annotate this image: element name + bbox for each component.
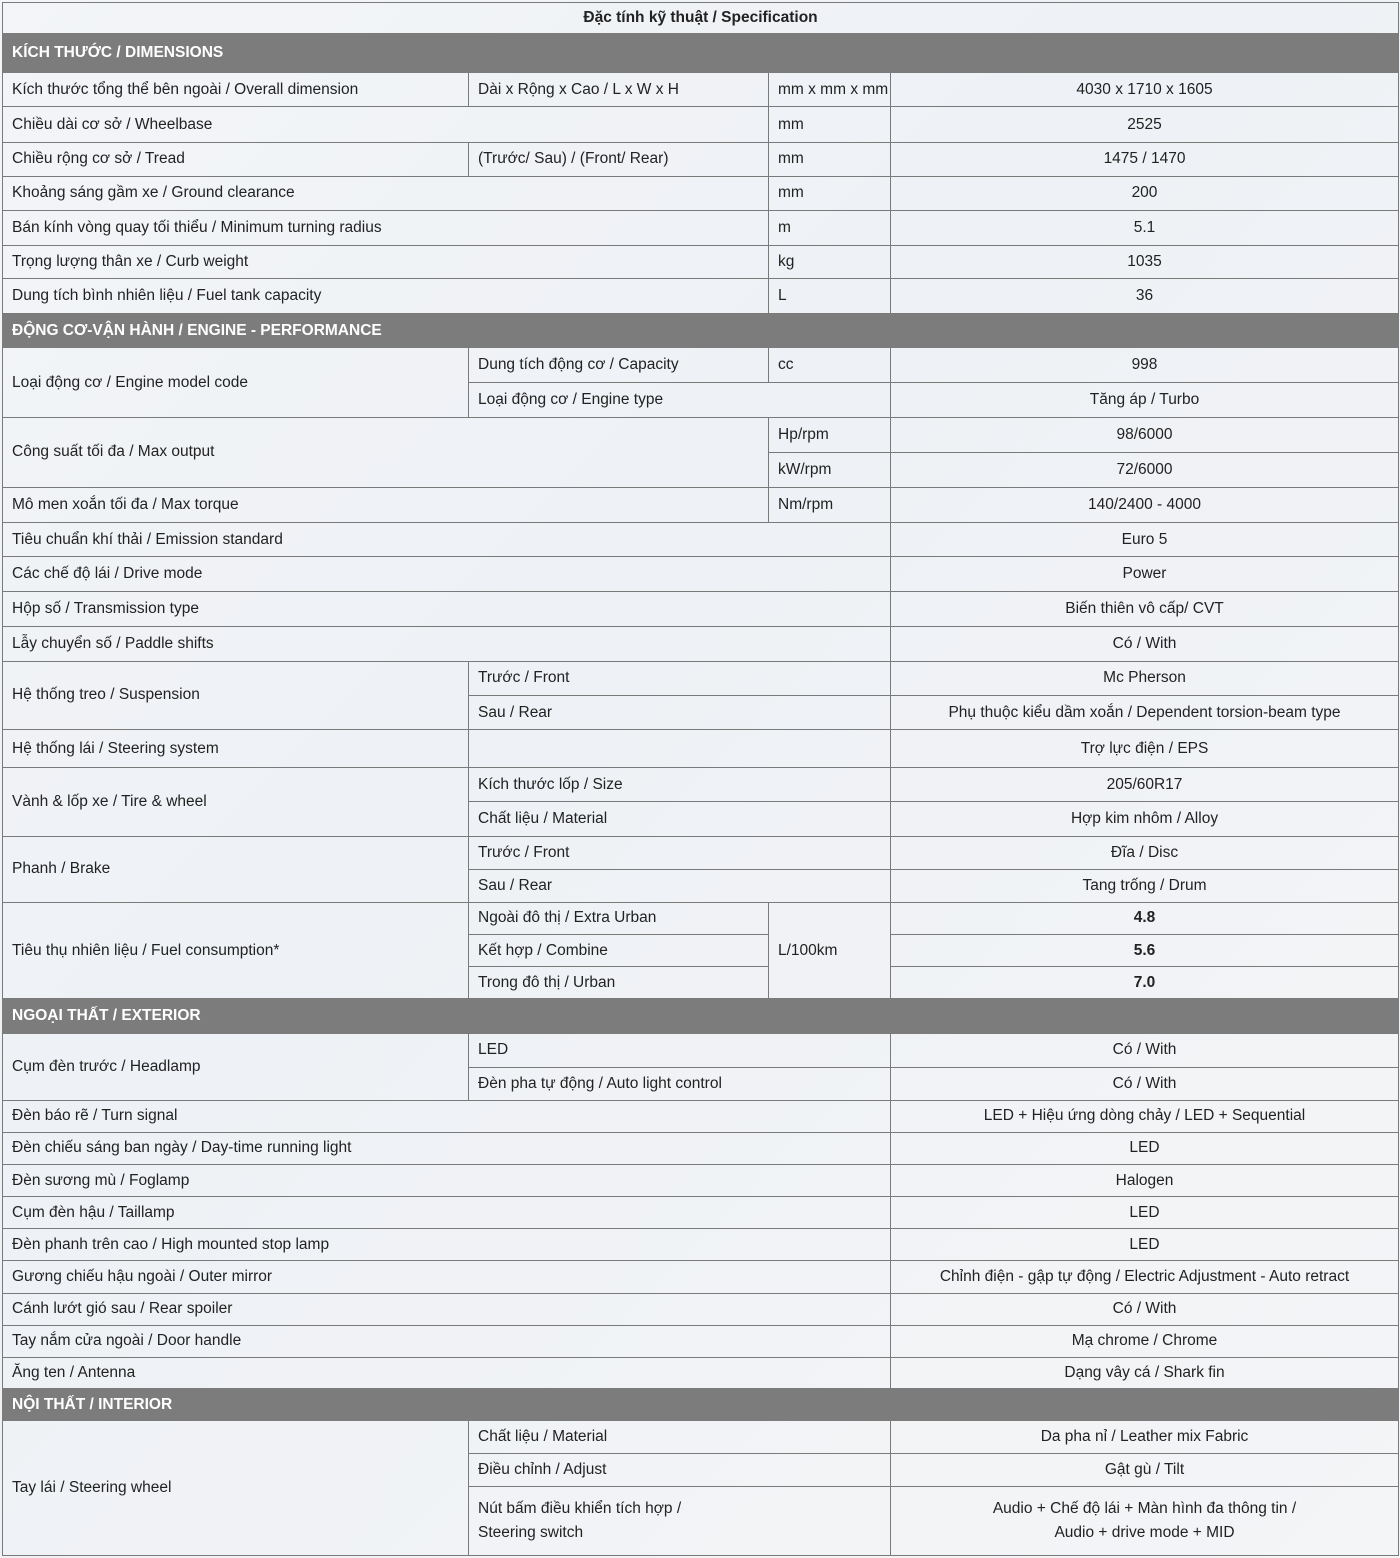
table-row <box>3 348 1399 382</box>
table-row <box>3 488 1399 523</box>
spec-label: Ăng ten / Antenna <box>3 1357 891 1388</box>
spec-unit: mm <box>769 176 891 210</box>
spec-unit: Nm/rpm <box>769 488 891 523</box>
spec-unit: mm x mm x mm <box>769 73 891 107</box>
table-row <box>3 1261 1399 1293</box>
table-row <box>3 523 1399 557</box>
table-row <box>3 1197 1399 1229</box>
spec-value: Mạ chrome / Chrome <box>891 1325 1399 1357</box>
spec-sublabel: Chất liệu / Material <box>469 802 891 836</box>
spec-value: Có / With <box>891 1067 1399 1100</box>
spec-value: LED <box>891 1197 1399 1229</box>
table-row <box>3 1132 1399 1164</box>
spec-label: Công suất tối đa / Max output <box>3 417 769 487</box>
section-header-interior: NỘI THẤT / INTERIOR <box>3 1388 1399 1420</box>
table-row <box>3 1164 1399 1196</box>
spec-sublabel: (Trước/ Sau) / (Front/ Rear) <box>469 142 769 176</box>
spec-value: 7.0 <box>891 967 1399 999</box>
spec-value: Dạng vây cá / Shark fin <box>891 1357 1399 1388</box>
spec-label: Tiêu thụ nhiên liệu / Fuel consumption* <box>3 902 469 998</box>
table-row <box>3 279 1399 314</box>
spec-value: 1475 / 1470 <box>891 142 1399 176</box>
spec-value: 2525 <box>891 107 1399 142</box>
spec-value: 200 <box>891 176 1399 210</box>
spec-sublabel: Ngoài đô thị / Extra Urban <box>469 902 769 934</box>
spec-label: Đèn sương mù / Foglamp <box>3 1164 891 1196</box>
spec-label: Vành & lốp xe / Tire & wheel <box>3 768 469 836</box>
spec-value: Đĩa / Disc <box>891 836 1399 869</box>
spec-label: Dung tích bình nhiên liệu / Fuel tank capacity <box>3 279 769 314</box>
spec-sublabel-line: Steering switch <box>478 1524 584 1542</box>
spec-sublabel: Kích thước lốp / Size <box>469 768 891 802</box>
spec-label: Loại động cơ / Engine model code <box>3 348 469 417</box>
spec-value: Có / With <box>891 1293 1399 1325</box>
section-header-dimensions: KÍCH THƯỚC / DIMENSIONS <box>3 34 1399 73</box>
spec-unit: mm <box>769 107 891 142</box>
page-title: Đặc tính kỹ thuật / Specification <box>3 3 1399 34</box>
table-row <box>3 902 1399 934</box>
spec-label: Tiêu chuẩn khí thải / Emission standard <box>3 523 891 557</box>
spec-sublabel: Chất liệu / Material <box>469 1421 891 1454</box>
table-row <box>3 626 1399 661</box>
spec-label: Phanh / Brake <box>3 836 469 902</box>
table-row <box>3 107 1399 142</box>
spec-value: Có / With <box>891 626 1399 661</box>
spec-value: Trợ lực điện / EPS <box>891 730 1399 768</box>
table-row <box>3 246 1399 279</box>
spec-label: Đèn chiếu sáng ban ngày / Day-time running light <box>3 1132 891 1164</box>
spec-value: Biến thiên vô cấp/ CVT <box>891 591 1399 626</box>
spec-label: Đèn phanh trên cao / High mounted stop lamp <box>3 1229 891 1261</box>
spec-label: Chiều dài cơ sở / Wheelbase <box>3 107 769 142</box>
spec-label: Tay nắm cửa ngoài / Door handle <box>3 1325 891 1357</box>
spec-unit: L <box>769 279 891 314</box>
table-row <box>3 1325 1399 1357</box>
spec-value: Có / With <box>891 1034 1399 1067</box>
spec-value: LED <box>891 1132 1399 1164</box>
spec-value: 4030 x 1710 x 1605 <box>891 73 1399 107</box>
spec-label: Bán kính vòng quay tối thiểu / Minimum turning radius <box>3 210 769 245</box>
spec-value: 5.6 <box>891 934 1399 966</box>
spec-label: Các chế độ lái / Drive mode <box>3 557 891 591</box>
spec-value <box>891 1487 1399 1556</box>
spec-unit: L/100km <box>769 902 891 998</box>
table-row <box>3 176 1399 210</box>
spec-sublabel: Trước / Front <box>469 661 891 695</box>
spec-value: Phụ thuộc kiểu dầm xoắn / Dependent torsion-beam type <box>891 695 1399 729</box>
spec-sublabel: Trước / Front <box>469 836 891 869</box>
spec-label: Lẫy chuyển số / Paddle shifts <box>3 626 891 661</box>
table-row <box>3 1293 1399 1325</box>
table-row <box>3 836 1399 869</box>
spec-value: Da pha nỉ / Leather mix Fabric <box>891 1421 1399 1454</box>
spec-value: LED <box>891 1229 1399 1261</box>
spec-value: Mc Pherson <box>891 661 1399 695</box>
table-row <box>3 591 1399 626</box>
table-row <box>3 1100 1399 1132</box>
table-row <box>3 557 1399 591</box>
spec-value: 1035 <box>891 246 1399 279</box>
spec-sublabel: Dài x Rộng x Cao / L x W x H <box>469 73 769 107</box>
table-row <box>3 210 1399 245</box>
spec-label: Gương chiếu hậu ngoài / Outer mirror <box>3 1261 891 1293</box>
spec-value: 4.8 <box>891 902 1399 934</box>
spec-value: LED + Hiệu ứng dòng chảy / LED + Sequential <box>891 1100 1399 1132</box>
spec-sublabel: Sau / Rear <box>469 869 891 902</box>
spec-unit: Hp/rpm <box>769 417 891 452</box>
spec-sublabel: Sau / Rear <box>469 695 891 729</box>
spec-value: 98/6000 <box>891 417 1399 452</box>
spec-label: Đèn báo rẽ / Turn signal <box>3 1100 891 1132</box>
spec-value: Tang trống / Drum <box>891 869 1399 902</box>
spec-sublabel: Đèn pha tự động / Auto light control <box>469 1067 891 1100</box>
table-row <box>3 661 1399 695</box>
spec-value: Gật gù / Tilt <box>891 1454 1399 1487</box>
table-row <box>3 417 1399 452</box>
spec-value: Halogen <box>891 1164 1399 1196</box>
spec-label: Tay lái / Steering wheel <box>3 1421 469 1556</box>
table-row <box>3 73 1399 107</box>
spec-sublabel: Kết hợp / Combine <box>469 934 769 966</box>
spec-value: 998 <box>891 348 1399 382</box>
spec-label: Hệ thống lái / Steering system <box>3 730 469 768</box>
table-row <box>3 1034 1399 1067</box>
spec-unit: m <box>769 210 891 245</box>
spec-value: 72/6000 <box>891 452 1399 487</box>
specification-table <box>2 2 1399 1556</box>
spec-label: Hệ thống treo / Suspension <box>3 661 469 729</box>
spec-label: Mô men xoắn tối đa / Max torque <box>3 488 769 523</box>
spec-sublabel: LED <box>469 1034 891 1067</box>
spec-sublabel: Dung tích động cơ / Capacity <box>469 348 769 382</box>
spec-unit: kW/rpm <box>769 452 891 487</box>
spec-sublabel: Trong đô thị / Urban <box>469 967 769 999</box>
section-header-engine: ĐỘNG CƠ-VẬN HÀNH / ENGINE - PERFORMANCE <box>3 314 1399 348</box>
spec-label: Cụm đèn hậu / Taillamp <box>3 1197 891 1229</box>
spec-unit: mm <box>769 142 891 176</box>
spec-unit: cc <box>769 348 891 382</box>
section-header-exterior: NGOẠI THẤT / EXTERIOR <box>3 999 1399 1034</box>
spec-unit: kg <box>769 246 891 279</box>
spec-label: Kích thước tổng thể bên ngoài / Overall dimension <box>3 73 469 107</box>
spec-value: 140/2400 - 4000 <box>891 488 1399 523</box>
spec-sublabel: Loại động cơ / Engine type <box>469 382 891 417</box>
spec-label: Cụm đèn trước / Headlamp <box>3 1034 469 1100</box>
spec-sublabel <box>469 1487 891 1556</box>
spec-value: Hợp kim nhôm / Alloy <box>891 802 1399 836</box>
spec-value: Tăng áp / Turbo <box>891 382 1399 417</box>
spec-sublabel-empty <box>469 730 891 768</box>
spec-label: Chiều rộng cơ sở / Tread <box>3 142 469 176</box>
table-row <box>3 730 1399 768</box>
spec-value-line: Audio + drive mode + MID <box>1054 1524 1235 1542</box>
spec-label: Cánh lướt gió sau / Rear spoiler <box>3 1293 891 1325</box>
table-row <box>3 1357 1399 1388</box>
spec-value: Chỉnh điện - gập tự động / Electric Adjustment - Auto retract <box>891 1261 1399 1293</box>
spec-sublabel-line: Nút bấm điều khiển tích hợp / <box>478 1500 682 1518</box>
spec-label: Khoảng sáng gầm xe / Ground clearance <box>3 176 769 210</box>
table-row <box>3 1421 1399 1454</box>
table-row <box>3 142 1399 176</box>
table-row <box>3 1229 1399 1261</box>
spec-label: Hộp số / Transmission type <box>3 591 891 626</box>
spec-value: 205/60R17 <box>891 768 1399 802</box>
spec-value-line: Audio + Chế độ lái + Màn hình đa thông tin / <box>992 1500 1297 1518</box>
table-row <box>3 768 1399 802</box>
spec-value: 5.1 <box>891 210 1399 245</box>
spec-value: Euro 5 <box>891 523 1399 557</box>
spec-sublabel: Điều chỉnh / Adjust <box>469 1454 891 1487</box>
spec-value: 36 <box>891 279 1399 314</box>
spec-value: Power <box>891 557 1399 591</box>
spec-label: Trọng lượng thân xe / Curb weight <box>3 246 769 279</box>
